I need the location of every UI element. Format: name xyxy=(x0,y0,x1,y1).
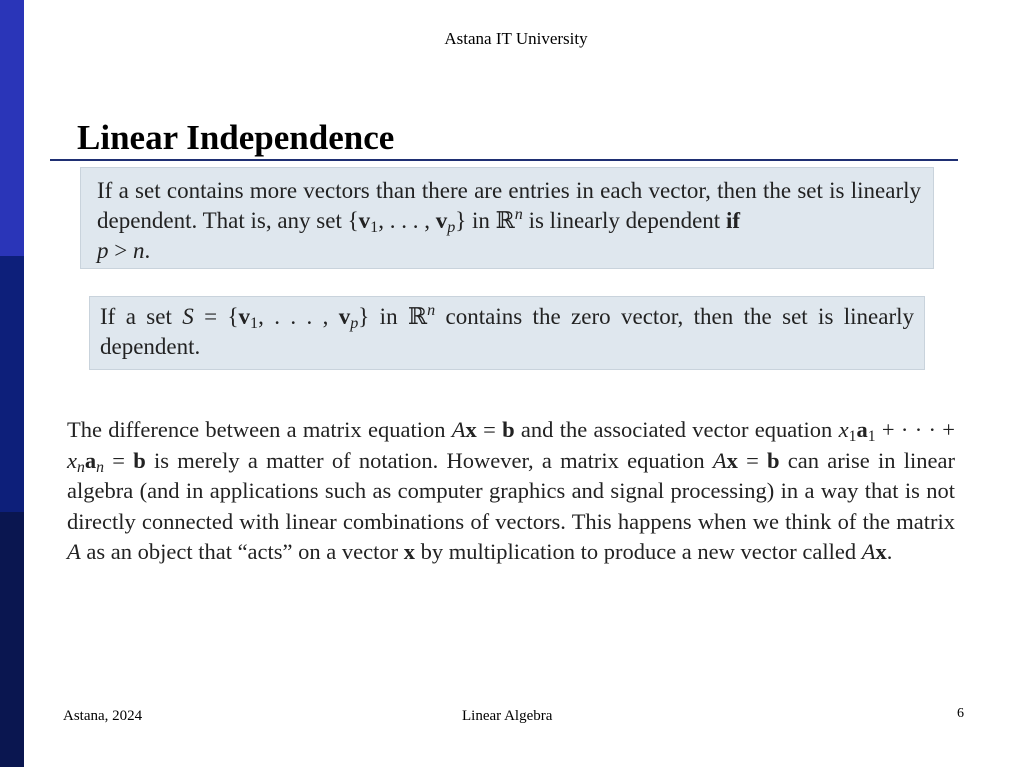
accent-bar-middle xyxy=(0,256,24,512)
matrix-equation-paragraph: The difference between a matrix equation Ax = b and the associated vector equation $x_1a_1$ + · · · + $x_na_n = b$ is merely a matter of notation. However, a matrix equation Ax = b can arise in linear algebra (and in applications such as computer graphics and signal processing) in a way that is not directly connected with linear combinations of vectors. This happens when we think of the matrix A as an object that “acts” on a vector x by multiplication to produce a new vector called Ax. xyxy=(67,417,955,564)
left-accent-bar xyxy=(0,0,24,767)
theorem-box-more-vectors: If a set contains more vectors than there are entries in each vector, then the set is linearly dependent. That is, any set {$v_1$, . . . , $v_p$} in ℝ$^n$ is linearly dependent if p > n. xyxy=(80,167,934,269)
header-institution: Astana IT University xyxy=(444,29,588,48)
footer-place-date: Astana, 2024 xyxy=(63,708,143,724)
page-number: 6 xyxy=(957,706,964,721)
slide-title: Linear Independence xyxy=(77,118,395,157)
accent-bar-bottom xyxy=(0,512,24,767)
theorem-box-zero-vector: If a set $S = \{v_1$, . . . , $v_p$} in ℝ$^n$ contains the zero vector, then the set is linearly dependent. xyxy=(89,296,925,370)
footer-course-name: Linear Algebra xyxy=(462,708,553,724)
title-underline xyxy=(50,159,958,161)
